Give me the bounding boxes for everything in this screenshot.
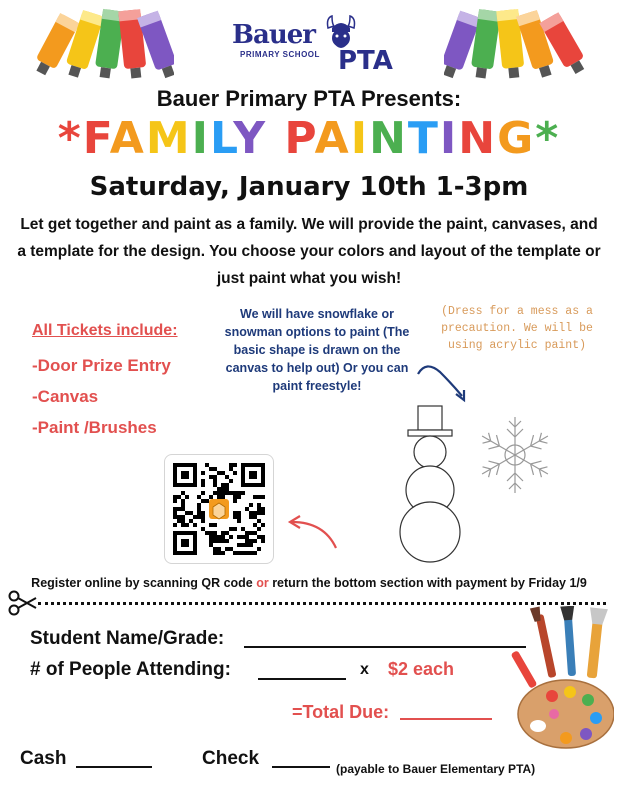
qr-module [181, 503, 185, 507]
check-field[interactable] [272, 766, 330, 768]
qr-module [253, 523, 257, 527]
qr-module [233, 551, 237, 555]
logo-pta: PTA [338, 46, 393, 76]
qr-module [261, 511, 265, 515]
paint-tubes-right-icon [444, 6, 604, 88]
qr-module [217, 547, 221, 551]
total-due-label: =Total Due: [292, 702, 390, 722]
qr-module [241, 527, 245, 531]
qr-module [197, 503, 201, 507]
qr-module [221, 487, 225, 491]
qr-module [213, 531, 217, 535]
qr-module [249, 531, 253, 535]
title-letter: A [109, 113, 146, 164]
qr-module [233, 463, 237, 467]
qr-module [253, 531, 257, 535]
scissors-icon [8, 590, 38, 616]
qr-module [225, 475, 229, 479]
qr-module [201, 519, 205, 523]
qr-module [225, 539, 229, 543]
title-letter [267, 113, 284, 164]
qr-module [253, 539, 257, 543]
qr-module [257, 547, 261, 551]
qr-module [173, 499, 177, 503]
register-text-after: return the bottom section with payment by Friday 1/9 [268, 576, 587, 590]
qr-module [213, 551, 217, 555]
title-letter: I [191, 113, 211, 164]
cash-label: Cash [20, 748, 67, 769]
qr-module [221, 491, 225, 495]
qr-module [221, 495, 225, 499]
qr-module [229, 527, 233, 531]
title-letter: I [439, 113, 459, 164]
qr-module [261, 495, 265, 499]
qr-module [201, 511, 205, 515]
qr-module [209, 535, 213, 539]
payable-note: (payable to Bauer Elementary PTA) [336, 762, 536, 776]
title-letter: T [407, 113, 440, 164]
qr-module [249, 551, 253, 555]
qr-module [249, 503, 253, 507]
tickets-list [32, 322, 178, 443]
qr-module [177, 507, 181, 511]
qr-module [253, 515, 257, 519]
qr-module [257, 511, 261, 515]
check-label: Check [202, 748, 260, 769]
qr-module [221, 551, 225, 555]
qr-module [233, 495, 237, 499]
qr-module [221, 539, 225, 543]
qr-module [233, 527, 237, 531]
qr-module [257, 535, 261, 539]
qr-module [241, 535, 245, 539]
qr-module [233, 499, 237, 503]
qr-module [229, 535, 233, 539]
qr-module [205, 499, 209, 503]
title-letter: P [284, 113, 315, 164]
qr-module [197, 507, 201, 511]
ticket-item: -Door Prize Entry [32, 356, 171, 375]
qr-module [261, 507, 265, 511]
qr-module [181, 519, 185, 523]
qr-module [181, 515, 185, 519]
qr-module [229, 547, 233, 551]
title-letter: L [210, 113, 234, 164]
qr-module [245, 531, 249, 535]
qr-module [213, 539, 217, 543]
dress-note: (Dress for a mess as a precaution. We will be using acrylic paint) [441, 305, 593, 352]
multiplier: x [360, 661, 369, 678]
qr-module [253, 495, 257, 499]
register-or: or [256, 576, 269, 590]
qr-module [249, 515, 253, 519]
qr-module [173, 507, 177, 511]
total-due-field[interactable] [400, 718, 492, 720]
qr-module [237, 491, 241, 495]
title-letter: I [350, 113, 370, 164]
logo-name: Bauer [232, 20, 315, 50]
snowflake-outline-icon [470, 410, 560, 500]
qr-module [233, 515, 237, 519]
qr-module [229, 479, 233, 483]
qr-module [213, 475, 217, 479]
qr-module [221, 535, 225, 539]
qr-module [237, 495, 241, 499]
qr-module [209, 539, 213, 543]
paint-tubes-left-icon [14, 6, 174, 88]
qr-module [213, 479, 217, 483]
qr-module [221, 531, 225, 535]
qr-module [229, 467, 233, 471]
qr-module [241, 551, 245, 555]
qr-module [213, 483, 217, 487]
qr-module [225, 531, 229, 535]
qr-module [201, 479, 205, 483]
qr-module [217, 539, 221, 543]
qr-module [181, 523, 185, 527]
qr-module [185, 495, 189, 499]
qr-module [201, 483, 205, 487]
qr-module [177, 515, 181, 519]
qr-module [229, 463, 233, 467]
title-letter: F [82, 113, 110, 164]
qr-module [225, 483, 229, 487]
qr-module [249, 543, 253, 547]
qr-module [245, 535, 249, 539]
qr-module [189, 519, 193, 523]
qr-module [229, 491, 233, 495]
qr-module [249, 539, 253, 543]
red-arrow-icon [284, 508, 344, 554]
qr-module [245, 551, 249, 555]
event-description: Let get together and paint as a family. We will provide the paint, canvases, and a template for the design. You choose your colors and layout of the template or just paint what you wish! [17, 216, 601, 287]
snowman-outline-icon [382, 404, 478, 564]
qr-module [213, 535, 217, 539]
qr-module [173, 495, 177, 499]
qr-module [201, 491, 205, 495]
title-letter: A [314, 113, 351, 164]
school-logo [228, 18, 408, 80]
qr-module [193, 515, 197, 519]
qr-module [237, 551, 241, 555]
qr-module [253, 511, 257, 515]
qr-module [261, 535, 265, 539]
qr-module [201, 499, 205, 503]
qr-module [257, 519, 261, 523]
palette-brushes-icon [508, 606, 614, 752]
options-note: We will have snowflake or snowman options to paint (The basic shape is drawn on the canvas to help out) Or you can paint freestyle! [224, 307, 410, 393]
price-each: $2 each [388, 659, 455, 679]
qr-module [261, 539, 265, 543]
qr-module [225, 491, 229, 495]
qr-module [189, 511, 193, 515]
qr-module [257, 495, 261, 499]
qr-module [241, 543, 245, 547]
qr-module [213, 547, 217, 551]
logo-school: PRIMARY SCHOOL [240, 50, 320, 59]
qr-module [241, 491, 245, 495]
qr-module [181, 507, 185, 511]
title-letter: * [57, 113, 83, 164]
qr-module [217, 535, 221, 539]
ticket-item: -Paint /Brushes [32, 418, 157, 437]
register-text-before: Register online by scanning QR code [31, 576, 257, 590]
qr-module [173, 511, 177, 515]
qr-module [237, 515, 241, 519]
qr-module [245, 507, 249, 511]
qr-module [237, 543, 241, 547]
presents-heading: Bauer Primary PTA Presents: [156, 86, 462, 111]
qr-module [213, 467, 217, 471]
qr-module [181, 499, 185, 503]
qr-module [201, 527, 205, 531]
qr-module [257, 507, 261, 511]
qr-module [181, 491, 185, 495]
qr-module [217, 471, 221, 475]
qr-module [201, 471, 205, 475]
qr-module [201, 515, 205, 519]
qr-module [237, 511, 241, 515]
qr-module [225, 547, 229, 551]
qr-module [209, 495, 213, 499]
qr-module [209, 467, 213, 471]
ticket-item: -Canvas [32, 387, 99, 406]
qr-module [173, 515, 177, 519]
qr-module [205, 463, 209, 467]
qr-module [217, 487, 221, 491]
curved-arrow-icon [412, 362, 472, 406]
title-letter: M [145, 113, 192, 164]
title-letter: Y [233, 113, 268, 164]
qr-module [225, 487, 229, 491]
qr-module [209, 531, 213, 535]
qr-module [177, 519, 181, 523]
qr-module [209, 543, 213, 547]
qr-module [249, 511, 253, 515]
qr-code-icon [165, 455, 273, 563]
qr-module [257, 527, 261, 531]
qr-module [197, 515, 201, 519]
title-letter: N [369, 113, 408, 164]
people-attending-field[interactable] [258, 678, 346, 680]
student-name-field[interactable] [244, 646, 526, 648]
qr-module [217, 551, 221, 555]
qr-module [253, 551, 257, 555]
event-title [0, 113, 618, 164]
qr-module [213, 523, 217, 527]
student-name-label: Student Name/Grade: [30, 628, 225, 649]
registration-qr-code[interactable] [164, 454, 274, 564]
qr-module [197, 511, 201, 515]
register-instructions [0, 576, 618, 590]
qr-module [217, 495, 221, 499]
title-letter: G [497, 113, 536, 164]
qr-module [221, 471, 225, 475]
qr-module [233, 511, 237, 515]
qr-module [237, 535, 241, 539]
tickets-heading: All Tickets include: [32, 322, 178, 339]
title-letter: * [535, 113, 561, 164]
qr-module [185, 511, 189, 515]
qr-module [237, 519, 241, 523]
people-attending-label: # of People Attending: [30, 659, 231, 680]
qr-module [213, 491, 217, 495]
title-letter: N [458, 113, 498, 164]
event-date: Saturday, January 10th 1-3pm [89, 172, 529, 202]
cut-line [38, 602, 606, 605]
cash-field[interactable] [76, 766, 152, 768]
qr-module [233, 471, 237, 475]
qr-module [245, 539, 249, 543]
viking-mascot-icon [324, 14, 358, 50]
qr-module [177, 495, 181, 499]
qr-module [233, 491, 237, 495]
qr-module [209, 523, 213, 527]
qr-module [217, 491, 221, 495]
qr-module [245, 543, 249, 547]
qr-module [221, 483, 225, 487]
qr-module [209, 475, 213, 479]
qr-module [197, 495, 201, 499]
qr-module [173, 523, 177, 527]
qr-module [193, 523, 197, 527]
qr-module [205, 531, 209, 535]
qr-module [261, 523, 265, 527]
qr-module [185, 523, 189, 527]
qr-module [257, 503, 261, 507]
